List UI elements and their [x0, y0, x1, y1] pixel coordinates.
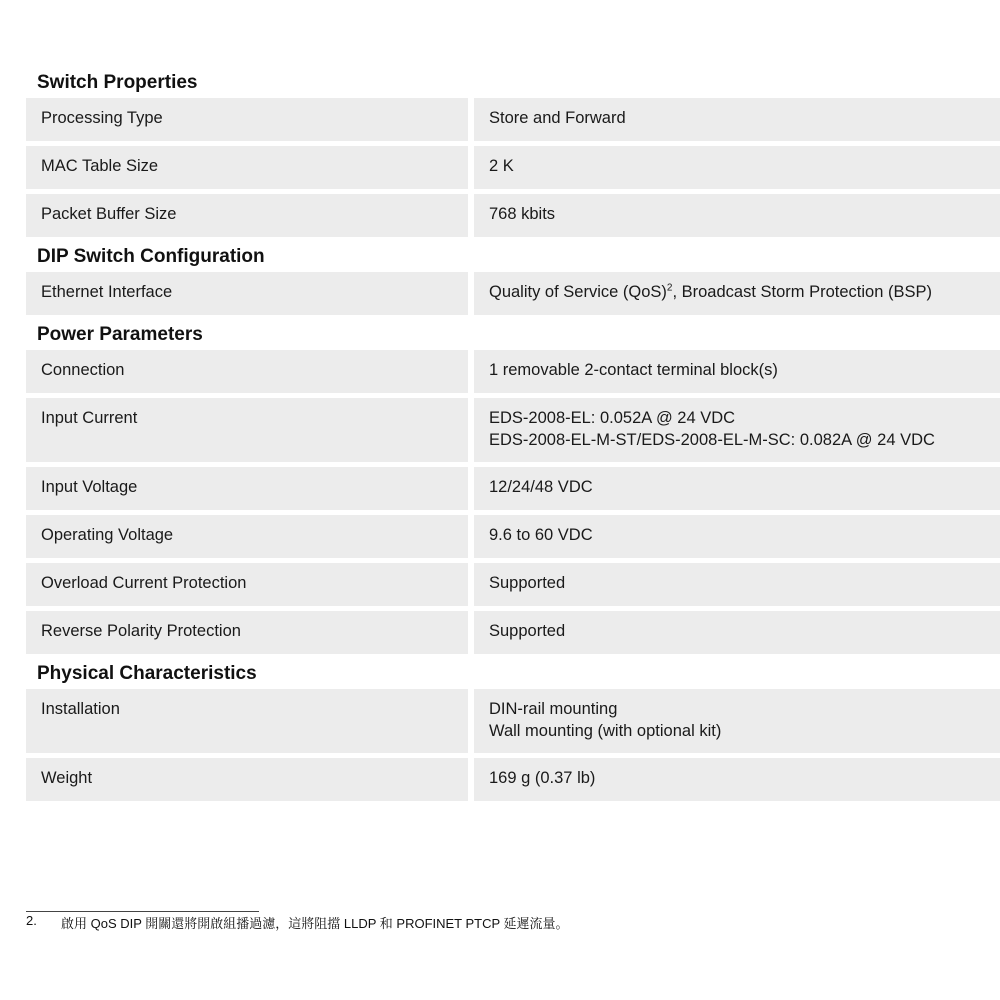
spec-row	[26, 563, 1000, 606]
section-dip-switch-configuration	[26, 242, 1000, 315]
spec-label: Packet Buffer Size	[26, 194, 468, 237]
spec-value: EDS-2008-EL: 0.052A @ 24 VDC EDS-2008-EL-M-ST/EDS-2008-EL-M-SC: 0.082A @ 24 VDC	[474, 398, 1000, 462]
spec-row	[26, 272, 1000, 315]
spec-value: 9.6 to 60 VDC	[474, 515, 1000, 558]
section-title: Switch Properties	[37, 72, 198, 93]
section-switch-properties	[26, 68, 1000, 237]
spec-label: Input Current	[26, 398, 468, 462]
section-title: DIP Switch Configuration	[37, 246, 265, 267]
footnote-number: 2.	[26, 913, 37, 928]
spec-row	[26, 467, 1000, 510]
spec-label: Overload Current Protection	[26, 563, 468, 606]
spec-row	[26, 398, 1000, 462]
spec-label: Input Voltage	[26, 467, 468, 510]
spec-row	[26, 689, 1000, 753]
section-physical-characteristics	[26, 659, 1000, 801]
section-title: Power Parameters	[37, 324, 203, 345]
footnote-text: 啟用 QoS DIP 開關還將開啟組播過濾，這將阻擋 LLDP 和 PROFINET PTCP 延遲流量。	[61, 916, 569, 931]
section-title: Physical Characteristics	[37, 663, 257, 684]
spec-value: 1 removable 2-contact terminal block(s)	[474, 350, 1000, 393]
spec-sheet	[26, 68, 1000, 806]
footnote	[26, 913, 569, 932]
spec-value: 12/24/48 VDC	[474, 467, 1000, 510]
spec-row	[26, 350, 1000, 393]
spec-value: Supported	[474, 563, 1000, 606]
spec-label: MAC Table Size	[26, 146, 468, 189]
spec-label: Operating Voltage	[26, 515, 468, 558]
spec-label: Connection	[26, 350, 468, 393]
spec-row	[26, 611, 1000, 654]
spec-value: Store and Forward	[474, 98, 1000, 141]
spec-label: Processing Type	[26, 98, 468, 141]
spec-row	[26, 194, 1000, 237]
spec-label: Weight	[26, 758, 468, 801]
spec-row	[26, 515, 1000, 558]
footnote-divider	[26, 911, 259, 912]
spec-value: 2 K	[474, 146, 1000, 189]
section-power-parameters	[26, 320, 1000, 654]
spec-row	[26, 98, 1000, 141]
spec-value: Quality of Service (QoS)$^2$, Broadcast Storm Protection (BSP)	[474, 272, 1000, 315]
spec-row	[26, 146, 1000, 189]
spec-value: 169 g (0.37 lb)	[474, 758, 1000, 801]
spec-value: DIN-rail mounting Wall mounting (with optional kit)	[474, 689, 1000, 753]
spec-row	[26, 758, 1000, 801]
footnote-ref: 2	[666, 282, 673, 294]
spec-value: 768 kbits	[474, 194, 1000, 237]
spec-label: Installation	[26, 689, 468, 753]
spec-value: Supported	[474, 611, 1000, 654]
spec-label: Ethernet Interface	[26, 272, 468, 315]
spec-label: Reverse Polarity Protection	[26, 611, 468, 654]
